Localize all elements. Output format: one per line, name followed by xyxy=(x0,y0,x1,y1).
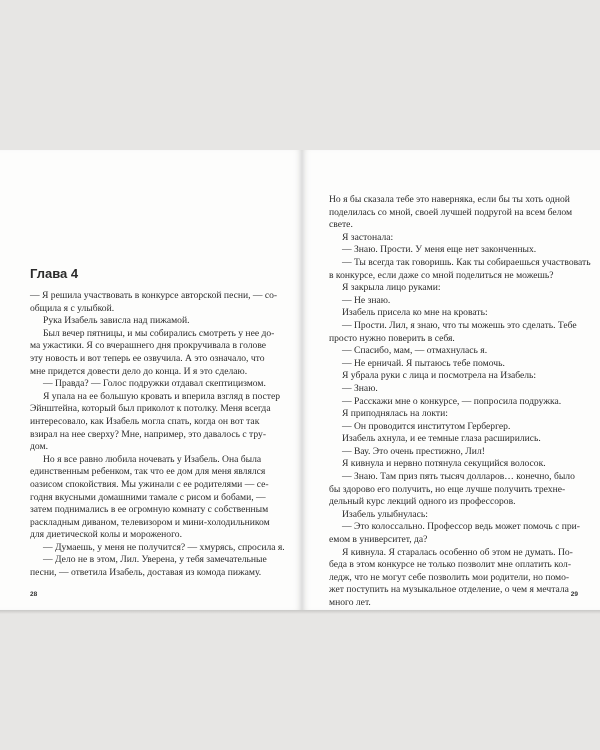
text-line: песни, — ответила Изабель, доставая из комода пижаму. xyxy=(30,567,262,579)
text-line: оазисом спокойствия. Мы ужинали с ее родителями — се- xyxy=(30,478,269,490)
text-line: — Расскажи мне о конкурсе, — попросила подружка. xyxy=(342,395,562,407)
text-line: свете. xyxy=(329,219,353,231)
text-line: бы здорово его получить, но еще лучше получить трехне- xyxy=(329,483,566,495)
text-line: — Я решила участвовать в конкурсе авторской песни, — со- xyxy=(30,290,278,301)
text-line: Я упала на ее большую кровать и вперила взгляд в постер xyxy=(43,390,280,402)
text-line: единственным ребенком, так что ее дом для меня являлся xyxy=(30,466,266,478)
left-page-text xyxy=(30,290,285,580)
text-line: — Знаю. Там приз пять тысяч долларов… конечно, было xyxy=(342,471,575,483)
text-line: эту новость и вот теперь ее озвучила. А это означало, что xyxy=(30,352,265,364)
text-line: Но я бы сказала тебе это наверняка, если бы ты хоть одной xyxy=(329,194,570,205)
text-line: поделилась со мной, своей лучшей подругой на всем белом xyxy=(329,206,573,218)
right-page-number: 29 xyxy=(570,591,578,598)
text-line: Но я все равно любила ночевать у Изабель. Она была xyxy=(43,453,262,465)
right-page xyxy=(302,150,600,610)
text-line: Я приподнялась на локти: xyxy=(342,408,448,420)
text-line: Рука Изабель зависла над пижамой. xyxy=(43,315,190,327)
text-line: Я кивнула. Я старалась особенно об этом не думать. По- xyxy=(342,546,573,558)
left-page xyxy=(0,150,302,610)
text-line: дельный курс лекций одного из профессоров. xyxy=(329,496,516,508)
text-line: Изабель присела ко мне на кровать: xyxy=(342,307,488,319)
text-line: много лет. xyxy=(329,597,371,608)
text-line: раскладным диваном, телевизором и мини-холодильником xyxy=(30,516,270,528)
text-line: — Ты всегда так говоришь. Как ты собираешься участвовать xyxy=(342,256,591,268)
page-shadow xyxy=(0,610,600,614)
text-line: — Он проводится институтом Гербергер. xyxy=(342,420,511,432)
text-line: — Правда? — Голос подружки отдавал скептицизмом. xyxy=(43,378,266,390)
left-page-number: 28 xyxy=(30,591,38,598)
chapter-title: Глава 4 xyxy=(30,266,79,281)
text-line: Был вечер пятницы, и мы собирались смотреть у нее до- xyxy=(43,327,275,339)
text-line: — Спасибо, мам, — отмахнулась я. xyxy=(342,345,488,357)
text-line: ма ужастики. Я со вчерашнего дня прокручивала в голове xyxy=(30,340,267,352)
text-line: — Думаешь, у меня не получится? — хмурясь, спросила я. xyxy=(43,541,285,553)
text-line: дом. xyxy=(30,441,48,453)
text-line: просто нужно поверить в себя. xyxy=(329,332,455,344)
right-page-text xyxy=(329,194,591,610)
text-line: в конкурсе, если даже со мной поделиться не можешь? xyxy=(329,269,554,281)
text-line: Я кивнула и нервно потянула секущийся волосок. xyxy=(342,458,546,470)
text-line: интересовало, как Изабель могла спать, когда он вот так xyxy=(30,415,260,427)
text-line: для диетической колы и мороженого. xyxy=(30,529,182,541)
text-line: Изабель ахнула, и ее темные глаза расширились. xyxy=(342,433,541,445)
text-line: ледж, что не могут себе позволить мои родители, но помо- xyxy=(329,571,570,583)
text-line: Я застонала: xyxy=(342,231,394,243)
text-line: общила я с улыбкой. xyxy=(30,302,115,314)
text-line: жет поступить на музыкальное отделение, о чем я мечтала xyxy=(329,584,569,596)
text-line: емом в университет, да? xyxy=(329,534,428,546)
text-line: — Знаю. xyxy=(342,382,378,394)
text-line: Я закрыла лицо руками: xyxy=(342,282,441,294)
text-line: взирал на нее сверху? Мне, например, это давалось с тру- xyxy=(30,428,267,440)
text-line: — Дело не в этом, Лил. Уверена, у тебя замечательные xyxy=(43,554,267,566)
text-line: годня вкусными домашними тамале с рисом и бобами, — xyxy=(30,491,266,503)
text-line: беда в этом конкурсе не только позволит мне оплатить кол- xyxy=(329,559,572,571)
text-line: мне придется довести дело до конца. И я это сделаю. xyxy=(30,365,248,377)
text-line: — Не ерничай. Я пытаюсь тебе помочь. xyxy=(342,357,505,369)
text-line: Эйнштейна, который был приколот к потолку. Меня всегда xyxy=(30,403,271,415)
text-line: — Это колоссально. Профессор ведь может помочь с при- xyxy=(342,521,580,533)
text-line: затем поднимались в ее огромную комнату с собственным xyxy=(30,504,269,516)
text-line: Изабель улыбнулась: xyxy=(342,508,428,520)
text-line: — Знаю. Прости. У меня еще нет законченных. xyxy=(342,244,537,256)
text-line: — Не знаю. xyxy=(342,294,391,306)
text-line: — Прости. Лил, я знаю, что ты можешь это сделать. Тебе xyxy=(342,319,577,331)
text-line: Я убрала руки с лица и посмотрела на Изабель: xyxy=(342,370,537,382)
text-line: — Вау. Это очень престижно, Лил! xyxy=(342,445,485,457)
